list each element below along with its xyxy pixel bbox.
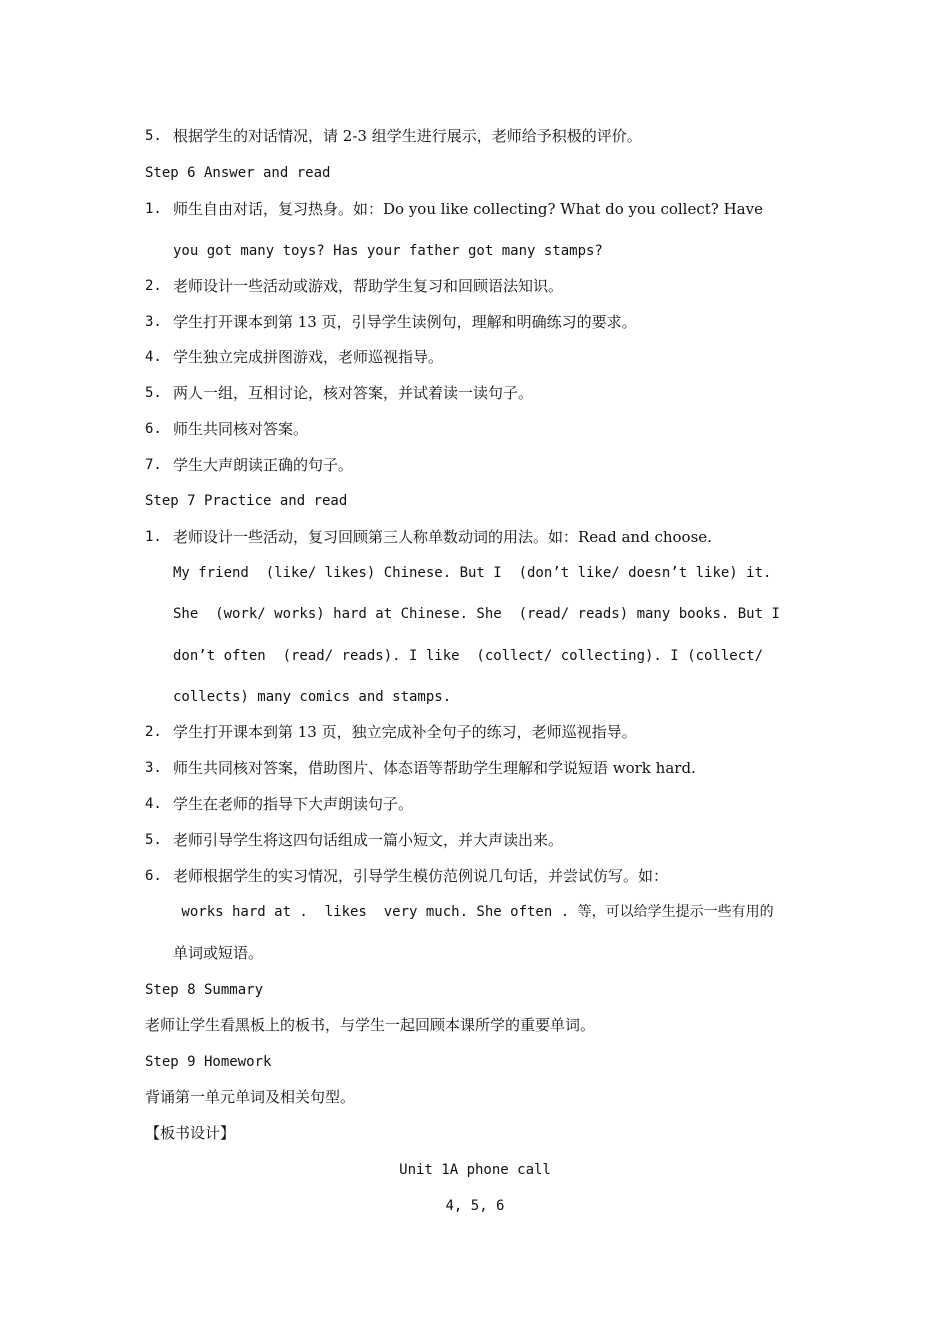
step-heading: Step 8 Summary: [145, 982, 264, 998]
board-design-heading: 【板书设计】: [145, 1124, 236, 1142]
list-item: 学生打开课本到第 13 页，独立完成补全句子的练习，老师巡视指导。: [173, 723, 637, 741]
paragraph: 背诵第一单元单词及相关句型。: [145, 1088, 356, 1106]
list-item: 学生大声朗读正确的句子。: [173, 456, 354, 474]
list-item: 学生打开课本到第 13 页，引导学生读例句，理解和明确练习的要求。: [173, 313, 637, 331]
list-item: 老师引导学生将这四句话组成一篇小短文，并大声读出来。: [173, 831, 564, 849]
list-number: 7.: [145, 457, 162, 473]
list-number: 5.: [145, 832, 162, 848]
list-item: 学生在老师的指导下大声朗读句子。: [173, 795, 414, 813]
list-item: 师生共同核对答案。: [173, 420, 309, 438]
list-number: 3.: [145, 314, 162, 330]
exercise-line: My friend (like/ likes) Chinese. But I (don’t like/ doesn’t like) it.: [173, 565, 772, 581]
exercise-line: collects) many comics and stamps.: [173, 689, 452, 705]
list-item-continuation: 单词或短语。: [173, 944, 264, 962]
paragraph: 老师让学生看黑板上的板书，与学生一起回顾本课所学的重要单词。: [145, 1016, 596, 1034]
list-number: 3.: [145, 760, 162, 776]
list-number: 1.: [145, 201, 162, 217]
exercise-line: don’t often (read/ reads). I like (collect/ collecting). I (collect/: [173, 648, 764, 664]
list-item: 两人一组，互相讨论，核对答案，并试着读一读句子。: [173, 384, 534, 402]
list-item: 师生自由对话，复习热身。如：Do you like collecting? What do you collect? Have: [173, 200, 763, 218]
step-heading: Step 9 Homework: [145, 1054, 272, 1070]
list-number: 6.: [145, 868, 162, 884]
list-number: 5.: [145, 128, 162, 144]
board-subtitle: 4, 5, 6: [445, 1198, 505, 1214]
list-number: 1.: [145, 529, 162, 545]
list-item: 学生独立完成拼图游戏，老师巡视指导。: [173, 348, 444, 366]
exercise-line: She (work/ works) hard at Chinese. She (read/ reads) many books. But I: [173, 606, 780, 622]
step-heading: Step 6 Answer and read: [145, 165, 331, 181]
board-title: Unit 1A phone call: [399, 1162, 551, 1178]
example-line: works hard at . likes very much. She often . 等，可以给学生提示一些有用的: [173, 904, 774, 920]
list-number: 5.: [145, 385, 162, 401]
list-item: 师生共同核对答案，借助图片、体态语等帮助学生理解和学说短语 work hard.: [173, 759, 696, 777]
list-item: 老师设计一些活动，复习回顾第三人称单数动词的用法。如：Read and choose.: [173, 528, 712, 546]
list-item: 根据学生的对话情况，请 2-3 组学生进行展示，老师给予积极的评价。: [173, 127, 642, 145]
step-heading: Step 7 Practice and read: [145, 493, 348, 509]
list-number: 4.: [145, 796, 162, 812]
list-number: 6.: [145, 421, 162, 437]
list-item-continuation: you got many toys? Has your father got many stamps?: [173, 243, 603, 259]
list-number: 2.: [145, 278, 162, 294]
list-item: 老师根据学生的实习情况，引导学生模仿范例说几句话，并尝试仿写。如：: [173, 867, 669, 885]
list-number: 4.: [145, 349, 162, 365]
list-item: 老师设计一些活动或游戏，帮助学生复习和回顾语法知识。: [173, 277, 564, 295]
list-number: 2.: [145, 724, 162, 740]
